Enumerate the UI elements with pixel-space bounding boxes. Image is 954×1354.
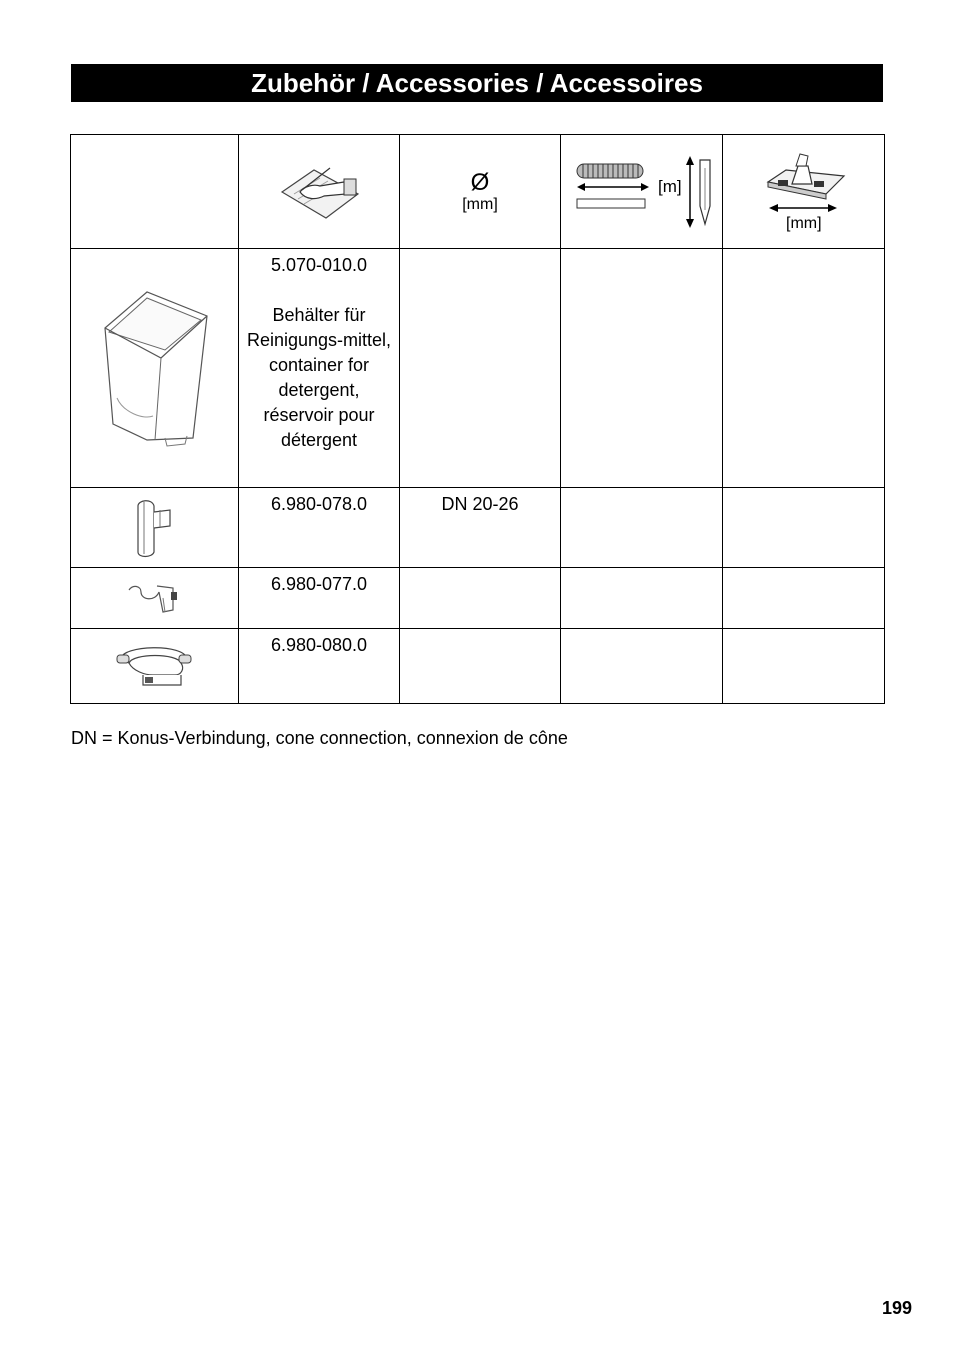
row-image-cell	[71, 488, 239, 568]
row-part-cell	[239, 488, 400, 568]
part-number: 6.980-078.0	[270, 494, 368, 514]
row-width-cell	[723, 568, 885, 629]
part-description: Behälter für Reinigungs-mittel, container for detergent, réservoir pour détergent	[246, 305, 392, 450]
table-row	[71, 629, 885, 704]
width-unit: [mm]	[785, 214, 822, 232]
row-diameter-cell	[400, 249, 561, 488]
header-width-cell	[723, 135, 885, 249]
u-holder-image	[115, 641, 195, 691]
footnote: DN = Konus-Verbindung, cone connection, connexion de cône	[71, 728, 568, 748]
row-diameter-cell: DN 20-26	[400, 488, 561, 568]
accessories-table	[70, 134, 885, 704]
hose-clip-image	[130, 496, 180, 560]
row-width-cell	[723, 629, 885, 704]
row-part-cell	[239, 629, 400, 704]
row-length-cell	[561, 488, 723, 568]
row-image-cell	[71, 568, 239, 629]
width-nozzle-icon	[756, 152, 852, 232]
order-number-hand-icon	[274, 162, 364, 222]
diameter-unit: [mm]	[462, 195, 498, 213]
header-diameter-cell	[400, 135, 561, 249]
small-bracket-image	[125, 578, 185, 618]
header-length-cell	[561, 135, 723, 249]
row-width-cell	[723, 488, 885, 568]
hose-length-icon	[569, 154, 715, 230]
header-order-number-cell	[239, 135, 400, 249]
table-row	[71, 568, 885, 629]
page-title: Zubehör / Accessories / Accessoires	[71, 64, 883, 102]
table-row	[71, 488, 885, 568]
row-width-cell	[723, 249, 885, 488]
page-number: 199	[881, 1298, 912, 1318]
row-part-cell	[239, 568, 400, 629]
row-image-cell	[71, 249, 239, 488]
part-number: 6.980-077.0	[270, 574, 368, 594]
part-number: 5.070-010.0	[270, 255, 368, 275]
row-diameter-cell	[400, 629, 561, 704]
table-header-row	[71, 135, 885, 249]
table-row	[71, 249, 885, 488]
row-part-cell	[239, 249, 400, 488]
row-length-cell	[561, 249, 723, 488]
part-number: 6.980-080.0	[270, 635, 368, 655]
row-image-cell	[71, 629, 239, 704]
header-image-cell	[71, 135, 239, 249]
row-length-cell	[561, 629, 723, 704]
row-diameter-cell	[400, 568, 561, 629]
diameter-icon: Ø	[470, 168, 490, 196]
detergent-container-image	[95, 288, 215, 448]
length-unit: [m]	[657, 176, 682, 196]
row-length-cell	[561, 568, 723, 629]
